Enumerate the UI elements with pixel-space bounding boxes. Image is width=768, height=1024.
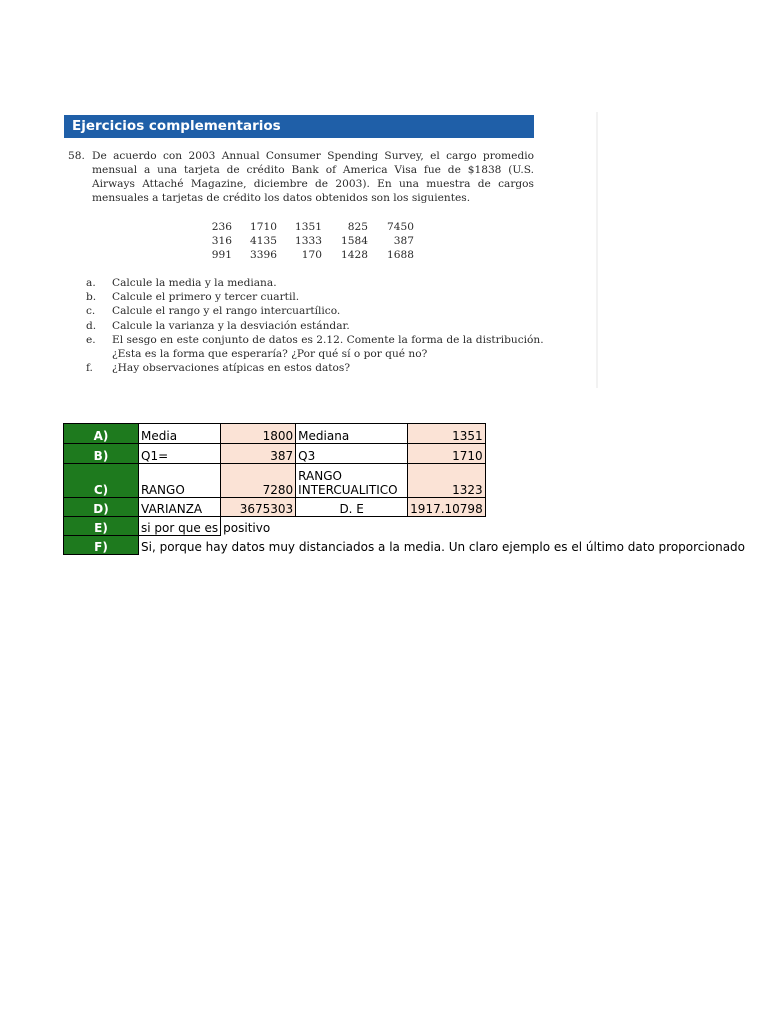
cell-value[interactable]: 387 [221,444,296,464]
cell-name[interactable]: RANGO [139,464,221,498]
cell-value[interactable]: 1800 [221,424,296,444]
problem-number: 58. [68,150,85,162]
task-item [64,319,544,333]
task-item [64,276,544,290]
row-label[interactable]: F) [64,536,139,555]
cell-text-overflow[interactable] [221,517,486,536]
row-label[interactable]: A) [64,424,139,444]
cell-name[interactable]: Mediana [296,424,408,444]
sample-data-table [204,220,414,262]
data-cell: 1584 [341,235,368,247]
task-text: Calcule el primero y tercer cuartil. [112,291,300,304]
task-letter: f. [86,362,93,375]
task-item [64,304,544,318]
data-cell: 387 [393,235,414,247]
cell-text: Si, porque hay datos muy distanciados a la media. Un claro ejemplo es el último dato proporcionado [141,539,746,554]
task-text: ¿Hay observaciones atípicas en estos datos? [112,362,351,375]
task-item [64,290,544,304]
data-cell: 825 [347,221,368,233]
cell-value[interactable]: 1323 [408,464,486,498]
data-cell: 1688 [387,249,414,261]
row-label[interactable]: D) [64,498,139,517]
row-label[interactable]: B) [64,444,139,464]
data-cell: 3396 [250,249,277,261]
cell-name[interactable]: Q3 [296,444,408,464]
data-cell: 1428 [341,249,368,261]
exercise-excerpt [64,112,598,388]
section-title: Ejercicios complementarios [64,115,534,138]
data-cell: 991 [211,249,232,261]
data-cell: 170 [301,249,322,261]
cell-value[interactable]: 1351 [408,424,486,444]
task-letter: b. [86,291,97,304]
cell-text: positivo [223,520,271,535]
task-text: Calcule la media y la mediana. [112,277,277,289]
task-text: Calcule la varianza y la desviación estándar. [112,319,350,332]
data-cell: 1710 [250,221,277,233]
cell-name[interactable]: VARIANZA [139,498,221,517]
answer-sheet [63,423,746,555]
sheet-row-e [64,517,486,536]
task-list [64,276,544,375]
task-letter: c. [86,305,96,318]
cell-text-overflow[interactable] [139,536,746,555]
cell-name-line: INTERCUALITICO [298,483,398,497]
data-row [204,220,414,234]
data-row [204,234,414,248]
task-text: Calcule el rango y el rango intercuartílico. [112,305,341,318]
data-cell: 236 [211,221,232,233]
sheet-row-b [64,444,486,464]
sheet-row-f [64,536,486,555]
task-item [64,361,544,375]
problem-statement [64,149,534,205]
data-cell: 1351 [295,221,322,233]
data-cell: 7450 [387,221,414,233]
task-text: El sesgo en este conjunto de datos es 2.12. Comente la forma de la distribución. ¿Esta es la forma que esperaría? ¿Por qué sí o por qué no? [112,333,544,361]
task-letter: d. [86,319,97,332]
row-label[interactable]: E) [64,517,139,536]
task-letter: a. [86,277,96,289]
data-cell: 1333 [295,235,322,247]
cell-name-multiline[interactable] [296,464,408,498]
cell-name[interactable]: D. E [296,498,408,517]
cell-name[interactable]: Media [139,424,221,444]
sheet-row-c [64,464,486,498]
data-cell: 4135 [250,235,277,247]
sheet-row-a [64,424,486,444]
cell-name-line: RANGO [298,469,342,483]
problem-text: De acuerdo con 2003 Annual Consumer Spending Survey, el cargo promedio mensual a una tarjeta de crédito Bank of America Visa fue de $1838 (U.S. Airways Attaché Magazine, diciembre de 2003). En una muestra de cargos mensuales a tarjetas de crédito los datos obtenidos son los siguientes. [92,150,534,204]
cell-value[interactable]: 3675303 [221,498,296,517]
data-cell: 316 [211,235,232,247]
cell-text[interactable]: si por que es [139,517,221,536]
cell-value[interactable]: 1917.10798 [408,498,486,517]
task-item [64,333,544,361]
cell-value[interactable]: 1710 [408,444,486,464]
excerpt-edge [596,112,598,388]
data-row [204,248,414,262]
row-label[interactable]: C) [64,464,139,498]
task-letter: e. [86,333,96,346]
cell-value[interactable]: 7280 [221,464,296,498]
sheet-row-d [64,498,486,517]
cell-name[interactable]: Q1= [139,444,221,464]
